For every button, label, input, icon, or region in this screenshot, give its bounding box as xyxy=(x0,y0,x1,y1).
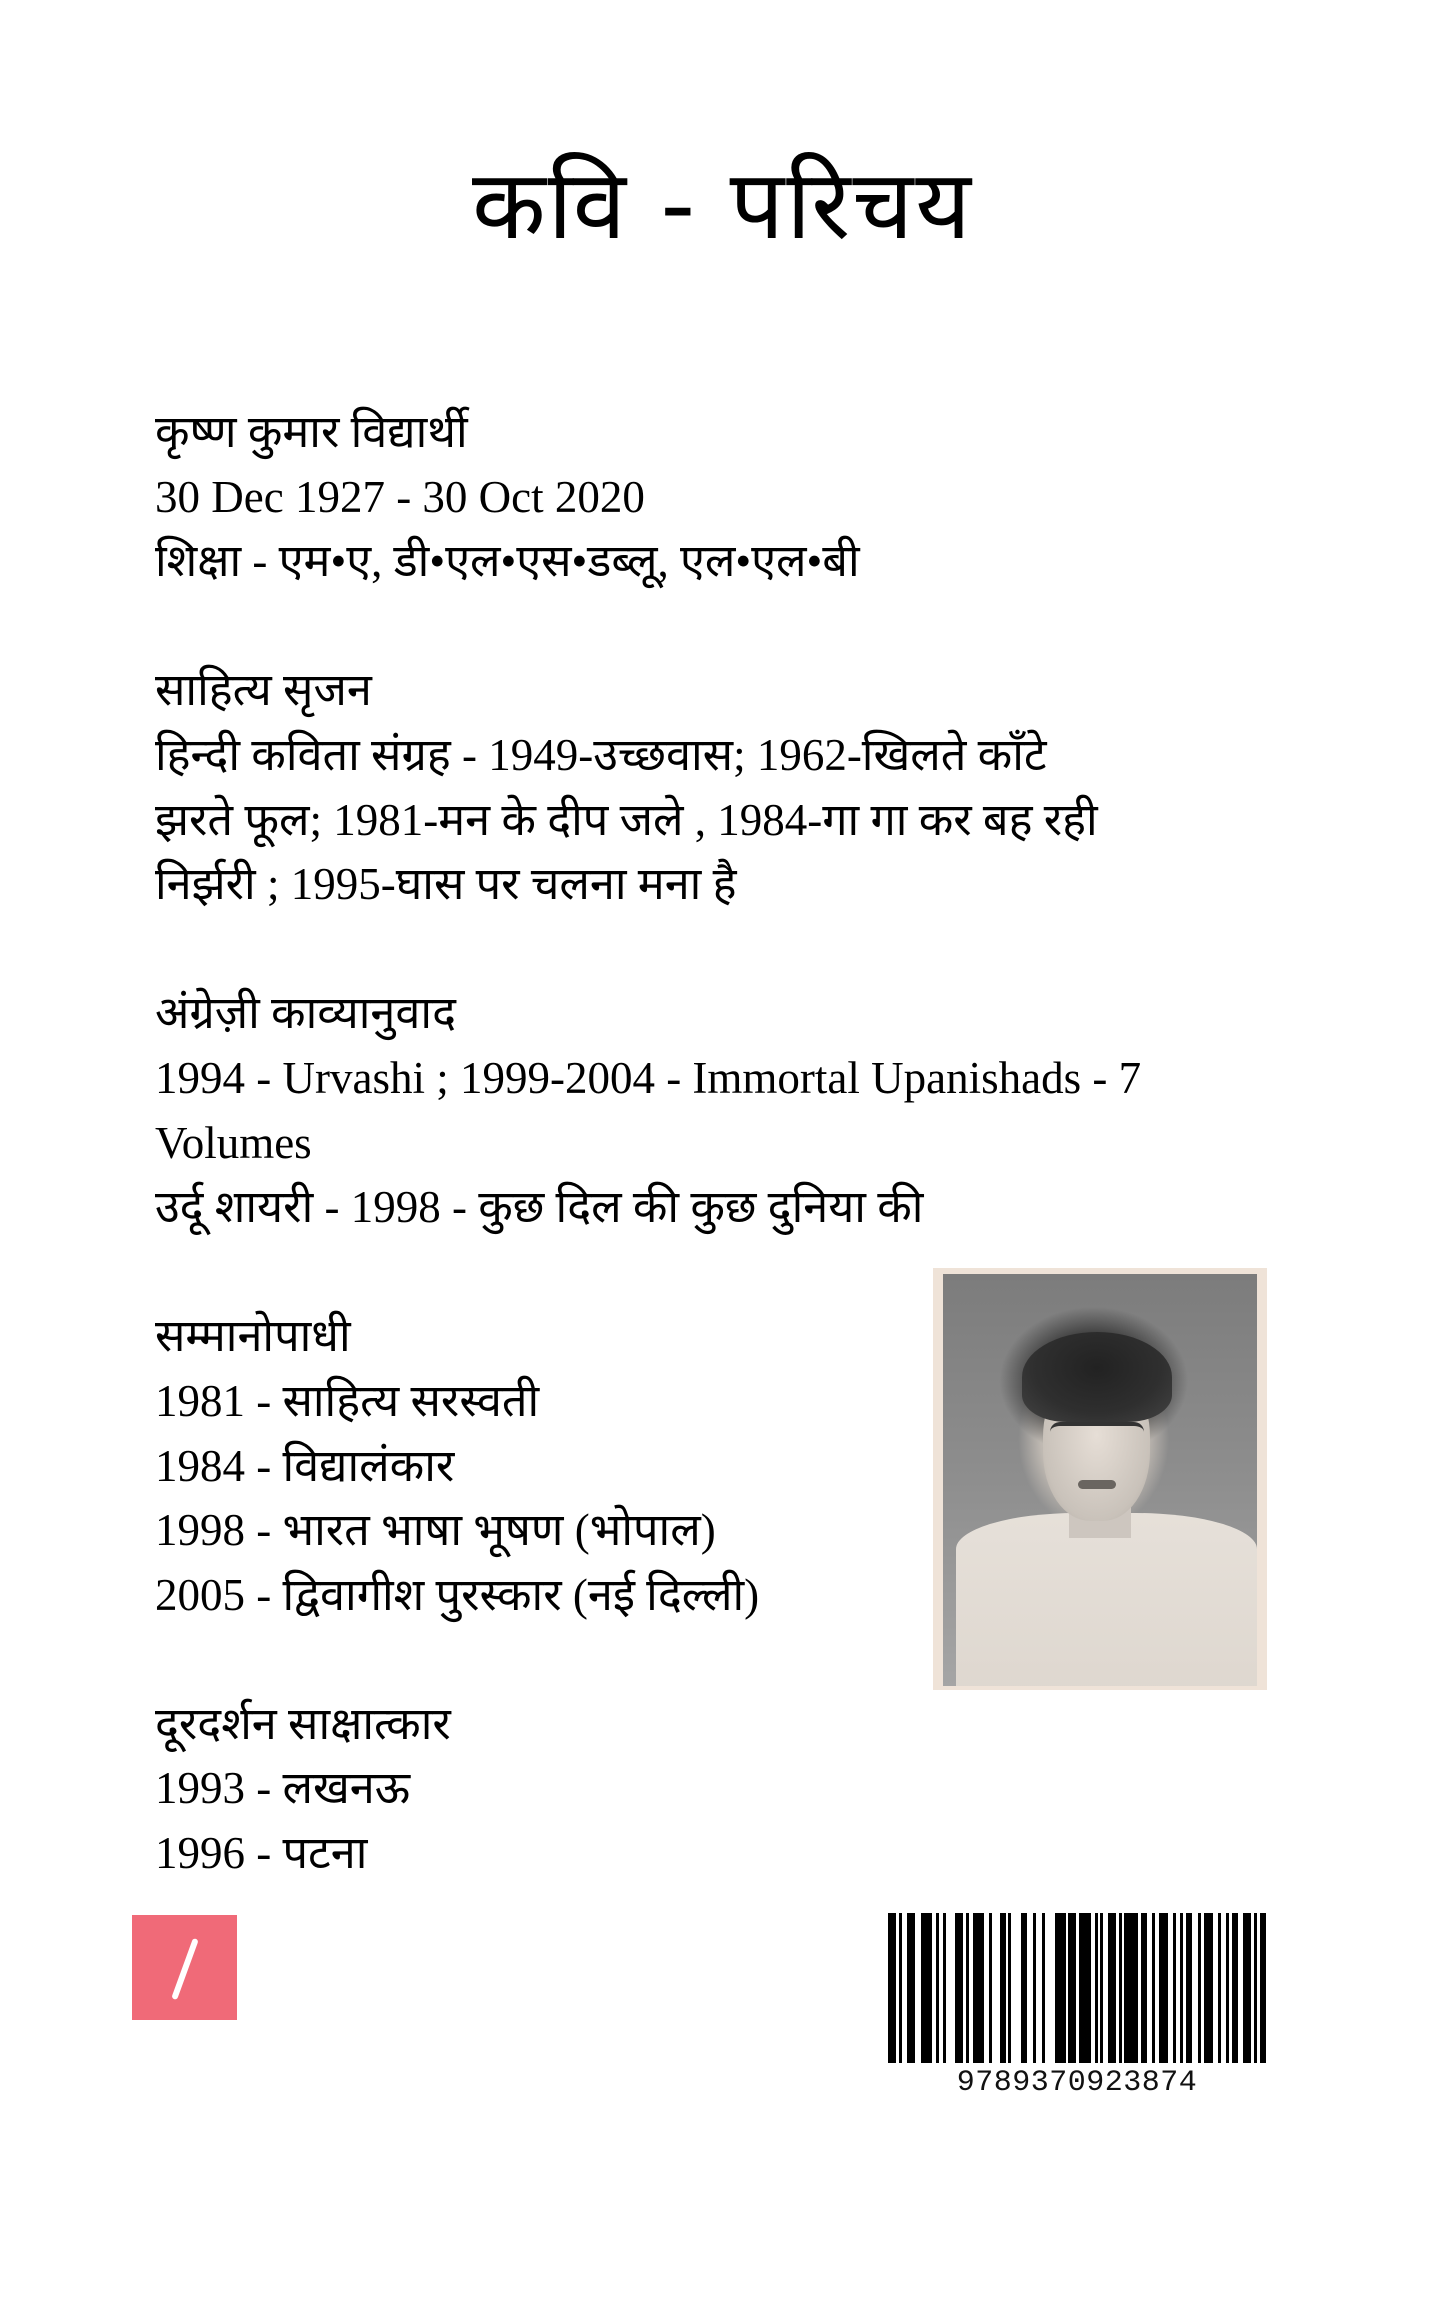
poet-portrait-photo xyxy=(933,1268,1267,1690)
section-heading: अंग्रेज़ी काव्यानुवाद xyxy=(155,988,456,1039)
poet-biography xyxy=(155,400,1305,1950)
section-heading: दूरदर्शन साक्षात्कार xyxy=(155,1698,451,1749)
section-heading: साहित्य सृजन xyxy=(155,665,372,716)
translation-line: 1994 - Urvashi ; 1999-2004 - Immortal Upanishads - 7 xyxy=(155,1052,1142,1103)
section-heading: सम्मानोपाधी xyxy=(155,1311,351,1362)
doordarshan-interviews-section xyxy=(155,1692,1305,1886)
interview-item: 1996 - पटना xyxy=(155,1828,368,1879)
barcode-icon xyxy=(888,1913,1266,2063)
honour-item: 2005 - द्विवागीश पुरस्कार (नई दिल्ली) xyxy=(155,1569,760,1620)
honour-item: 1981 - साहित्य सरस्वती xyxy=(155,1375,540,1426)
english-translation-section xyxy=(155,981,1305,1239)
honour-item: 1984 - विद्यालंकार xyxy=(155,1440,455,1491)
page-title: कवि - परिचय xyxy=(472,149,973,261)
literary-works-line: निर्झरी ; 1995-घास पर चलना मना है xyxy=(155,859,737,910)
poet-identity-section xyxy=(155,400,1305,594)
poet-lifespan: 30 Dec 1927 - 30 Oct 2020 xyxy=(155,471,645,522)
publisher-logo xyxy=(132,1915,237,2020)
literary-works-line: झरते फूल; 1981-मन के दीप जले , 1984-गा गा कर बह रही xyxy=(155,794,1098,845)
portrait-glasses xyxy=(1050,1422,1144,1451)
literary-works-line: हिन्दी कविता संग्रह - 1949-उच्छवास; 1962-खिलते काँटे xyxy=(155,729,1047,780)
isbn-number: 9789370923874 xyxy=(956,2066,1198,2100)
translation-line: Volumes xyxy=(155,1117,312,1168)
portrait-image xyxy=(943,1274,1257,1686)
interview-item: 1993 - लखनऊ xyxy=(155,1763,411,1814)
honour-item: 1998 - भारत भाषा भूषण (भोपाल) xyxy=(155,1505,716,1556)
literary-creation-section xyxy=(155,658,1305,916)
portrait-hair xyxy=(1022,1332,1173,1423)
slash-icon xyxy=(171,1938,199,2000)
portrait-mustache xyxy=(1078,1480,1116,1489)
isbn-barcode xyxy=(888,1913,1266,2063)
poet-name: कृष्ण कुमार विद्यार्थी xyxy=(155,407,468,457)
urdu-poetry-line: उर्दू शायरी - 1998 - कुछ दिल की कुछ दुनिया की xyxy=(155,1182,924,1233)
portrait-shirt xyxy=(956,1513,1257,1686)
poet-education: शिक्षा - एम•ए, डी•एल•एस•डब्लू, एल•एल•बी xyxy=(155,536,860,587)
